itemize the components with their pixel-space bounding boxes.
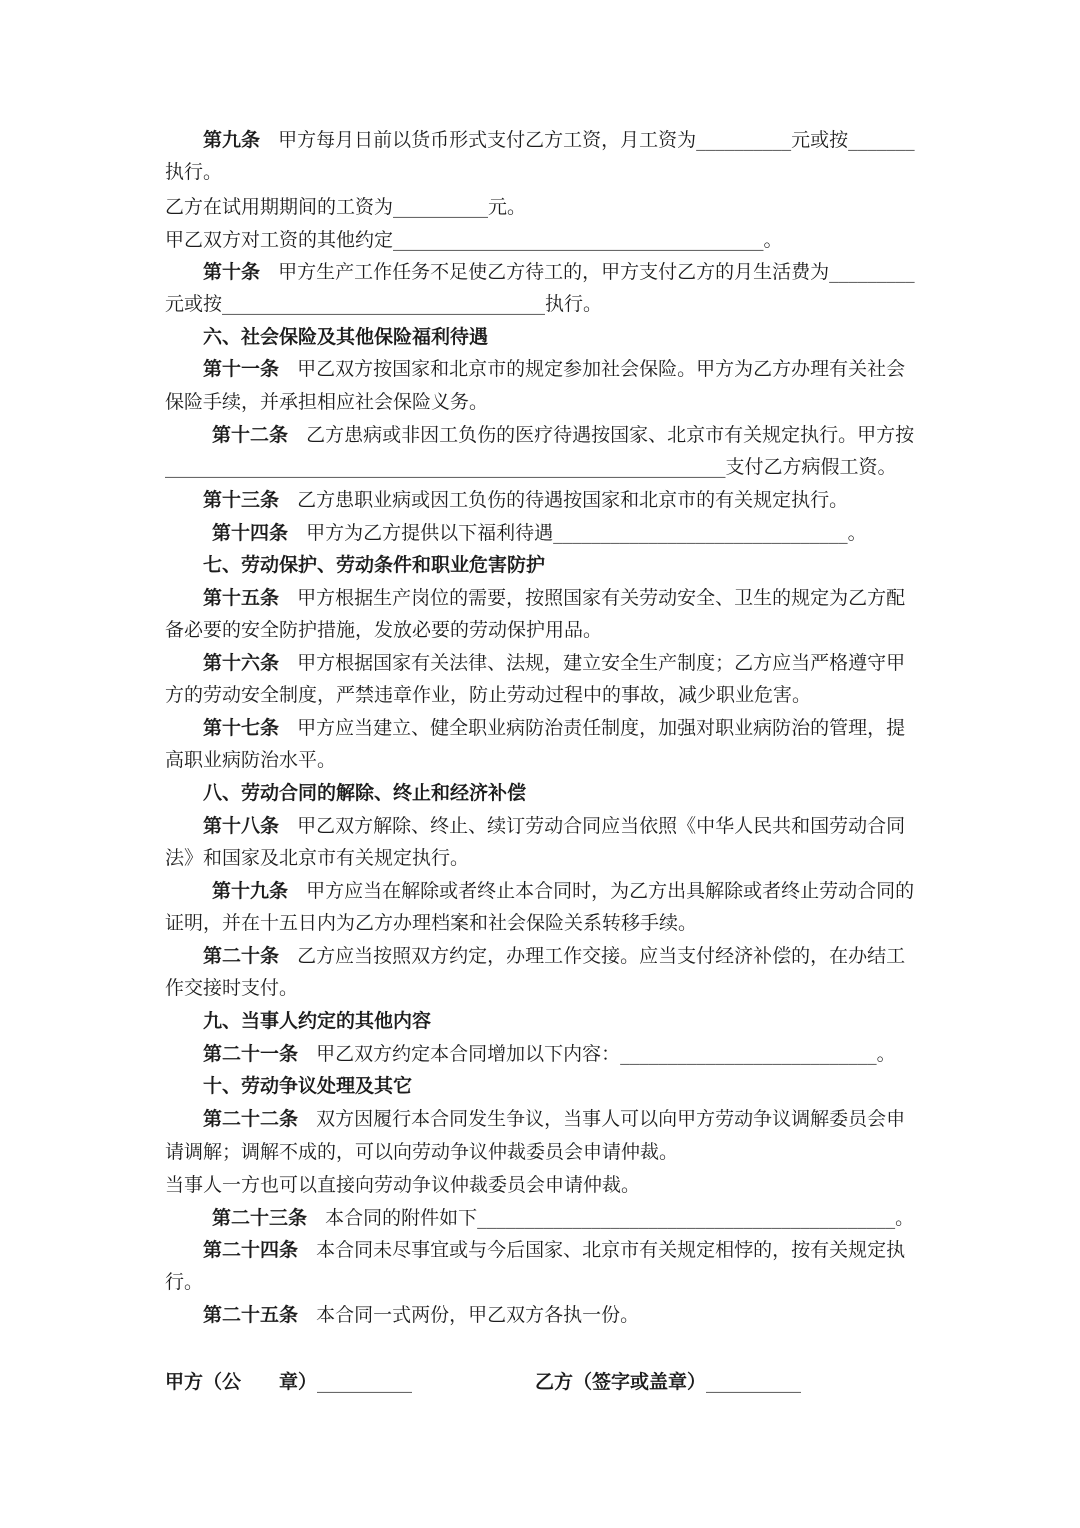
article-24-text: 本合同未尽事宜或与今后国家、北京市有关规定相悖的，按有关规定执 — [316, 1239, 906, 1261]
article-17-text: 甲方应当建立、健全职业病防治责任制度，加强对职业病防治的管理，提 — [297, 717, 906, 739]
article-15-label: 第十五条 — [203, 587, 280, 609]
article-15-line-2: 备必要的安全防护措施，发放必要的劳动保护用品。 — [165, 619, 603, 641]
signature-party-a — [165, 1366, 412, 1398]
article-14-line-1 — [212, 517, 867, 549]
article-24-line-1 — [203, 1234, 905, 1266]
article-10-line-1 — [203, 256, 915, 288]
article-9-line-2: 执行。 — [165, 161, 223, 183]
article-10-line-2: 元或按__________________________________执行。 — [165, 293, 603, 315]
article-20-label: 第二十条 — [203, 945, 280, 967]
section-heading-6: 六、社会保险及其他保险福利待遇 — [203, 326, 489, 348]
article-22-line-3: 当事人一方也可以直接向劳动争议仲裁委员会申请仲裁。 — [165, 1174, 641, 1196]
article-22-label: 第二十二条 — [203, 1108, 299, 1130]
article-23-label: 第二十三条 — [212, 1207, 308, 1229]
article-12-line-2: ___________________________________________________________支付乙方病假工资。 — [165, 456, 897, 478]
article-12-text: 乙方患病或非因工负伤的医疗待遇按国家、北京市有关规定执行。甲方按 — [306, 424, 915, 446]
article-13-line-1 — [203, 484, 848, 516]
article-15-text: 甲方根据生产岗位的需要，按照国家有关劳动安全、卫生的规定为乙方配 — [297, 587, 906, 609]
party-b-signature-blank: __________ — [706, 1371, 802, 1393]
article-11-line-1 — [203, 353, 905, 385]
article-18-line-2: 法》和国家及北京市有关规定执行。 — [165, 847, 470, 869]
article-19-text: 甲方应当在解除或者终止本合同时，为乙方出具解除或者终止劳动合同的 — [306, 880, 915, 902]
article-16-line-1 — [203, 647, 905, 679]
article-12-label: 第十二条 — [212, 424, 289, 446]
article-13-text: 乙方患职业病或因工负伤的待遇按国家和北京市的有关规定执行。 — [297, 489, 849, 511]
article-19-line-2: 证明，并在十五日内为乙方办理档案和社会保险关系转移手续。 — [165, 912, 698, 934]
article-13-label: 第十三条 — [203, 489, 280, 511]
article-21-text: 甲乙双方约定本合同增加以下内容：___________________________。 — [316, 1043, 896, 1065]
article-15-line-1 — [203, 582, 905, 614]
article-22-line-2: 请调解；调解不成的，可以向劳动争议仲裁委员会申请仲裁。 — [165, 1141, 679, 1163]
article-17-line-1 — [203, 712, 905, 744]
article-9-line-3: 乙方在试用期期间的工资为__________元。 — [165, 196, 527, 218]
article-24-label: 第二十四条 — [203, 1239, 299, 1261]
article-9-text: 甲方每月日前以货币形式支付乙方工资，月工资为__________元或按_______ — [278, 129, 915, 151]
article-25-label: 第二十五条 — [203, 1304, 299, 1326]
article-18-label: 第十八条 — [203, 815, 280, 837]
section-heading-9: 九、当事人约定的其他内容 — [203, 1010, 432, 1032]
article-22-line-1 — [203, 1103, 905, 1135]
party-a-seal-label: 甲方（公 章） — [165, 1371, 318, 1393]
article-17-line-2: 高职业病防治水平。 — [165, 749, 337, 771]
article-10-text: 甲方生产工作任务不足使乙方待工的，甲方支付乙方的月生活费为_________ — [278, 261, 915, 283]
article-14-text: 甲方为乙方提供以下福利待遇_______________________________。 — [306, 522, 867, 544]
article-16-label: 第十六条 — [203, 652, 280, 674]
article-14-label: 第十四条 — [212, 522, 289, 544]
section-heading-10: 十、劳动争议处理及其它 — [203, 1075, 413, 1097]
article-16-line-2: 方的劳动安全制度，严禁违章作业，防止劳动过程中的事故，减少职业危害。 — [165, 684, 812, 706]
article-17-label: 第十七条 — [203, 717, 280, 739]
article-21-line-1 — [203, 1038, 896, 1070]
article-20-line-2: 作交接时支付。 — [165, 977, 299, 999]
article-9-line-1 — [203, 124, 915, 156]
article-18-line-1 — [203, 810, 905, 842]
article-20-text: 乙方应当按照双方约定，办理工作交接。应当支付经济补偿的，在办结工 — [297, 945, 906, 967]
party-b-signature-label: 乙方（签字或盖章） — [535, 1371, 707, 1393]
article-25-line-1 — [203, 1299, 639, 1331]
section-heading-7: 七、劳动保护、劳动条件和职业危害防护 — [203, 554, 546, 576]
signature-party-b — [535, 1366, 801, 1398]
article-21-label: 第二十一条 — [203, 1043, 299, 1065]
section-heading-8: 八、劳动合同的解除、终止和经济补偿 — [203, 782, 527, 804]
article-25-text: 本合同一式两份，甲乙双方各执一份。 — [316, 1304, 640, 1326]
article-18-text: 甲乙双方解除、终止、续订劳动合同应当依照《中华人民共和国劳动合同 — [297, 815, 906, 837]
party-a-signature-blank: __________ — [317, 1371, 413, 1393]
article-20-line-1 — [203, 940, 905, 972]
article-16-text: 甲方根据国家有关法律、法规，建立安全生产制度；乙方应当严格遵守甲 — [297, 652, 906, 674]
article-24-line-2: 行。 — [165, 1271, 204, 1293]
article-19-label: 第十九条 — [212, 880, 289, 902]
article-11-label: 第十一条 — [203, 358, 280, 380]
article-11-line-2: 保险手续，并承担相应社会保险义务。 — [165, 391, 489, 413]
article-12-line-1 — [212, 419, 914, 451]
article-23-line-1 — [212, 1202, 914, 1234]
article-9-label: 第九条 — [203, 129, 261, 151]
article-11-text: 甲乙双方按国家和北京市的规定参加社会保险。甲方为乙方办理有关社会 — [297, 358, 906, 380]
article-10-label: 第十条 — [203, 261, 261, 283]
article-23-text: 本合同的附件如下____________________________________________。 — [325, 1207, 915, 1229]
article-22-text: 双方因履行本合同发生争议，当事人可以向甲方劳动争议调解委员会申 — [316, 1108, 906, 1130]
article-19-line-1 — [212, 875, 914, 907]
article-9-line-4: 甲乙双方对工资的其他约定_______________________________________。 — [165, 229, 783, 251]
